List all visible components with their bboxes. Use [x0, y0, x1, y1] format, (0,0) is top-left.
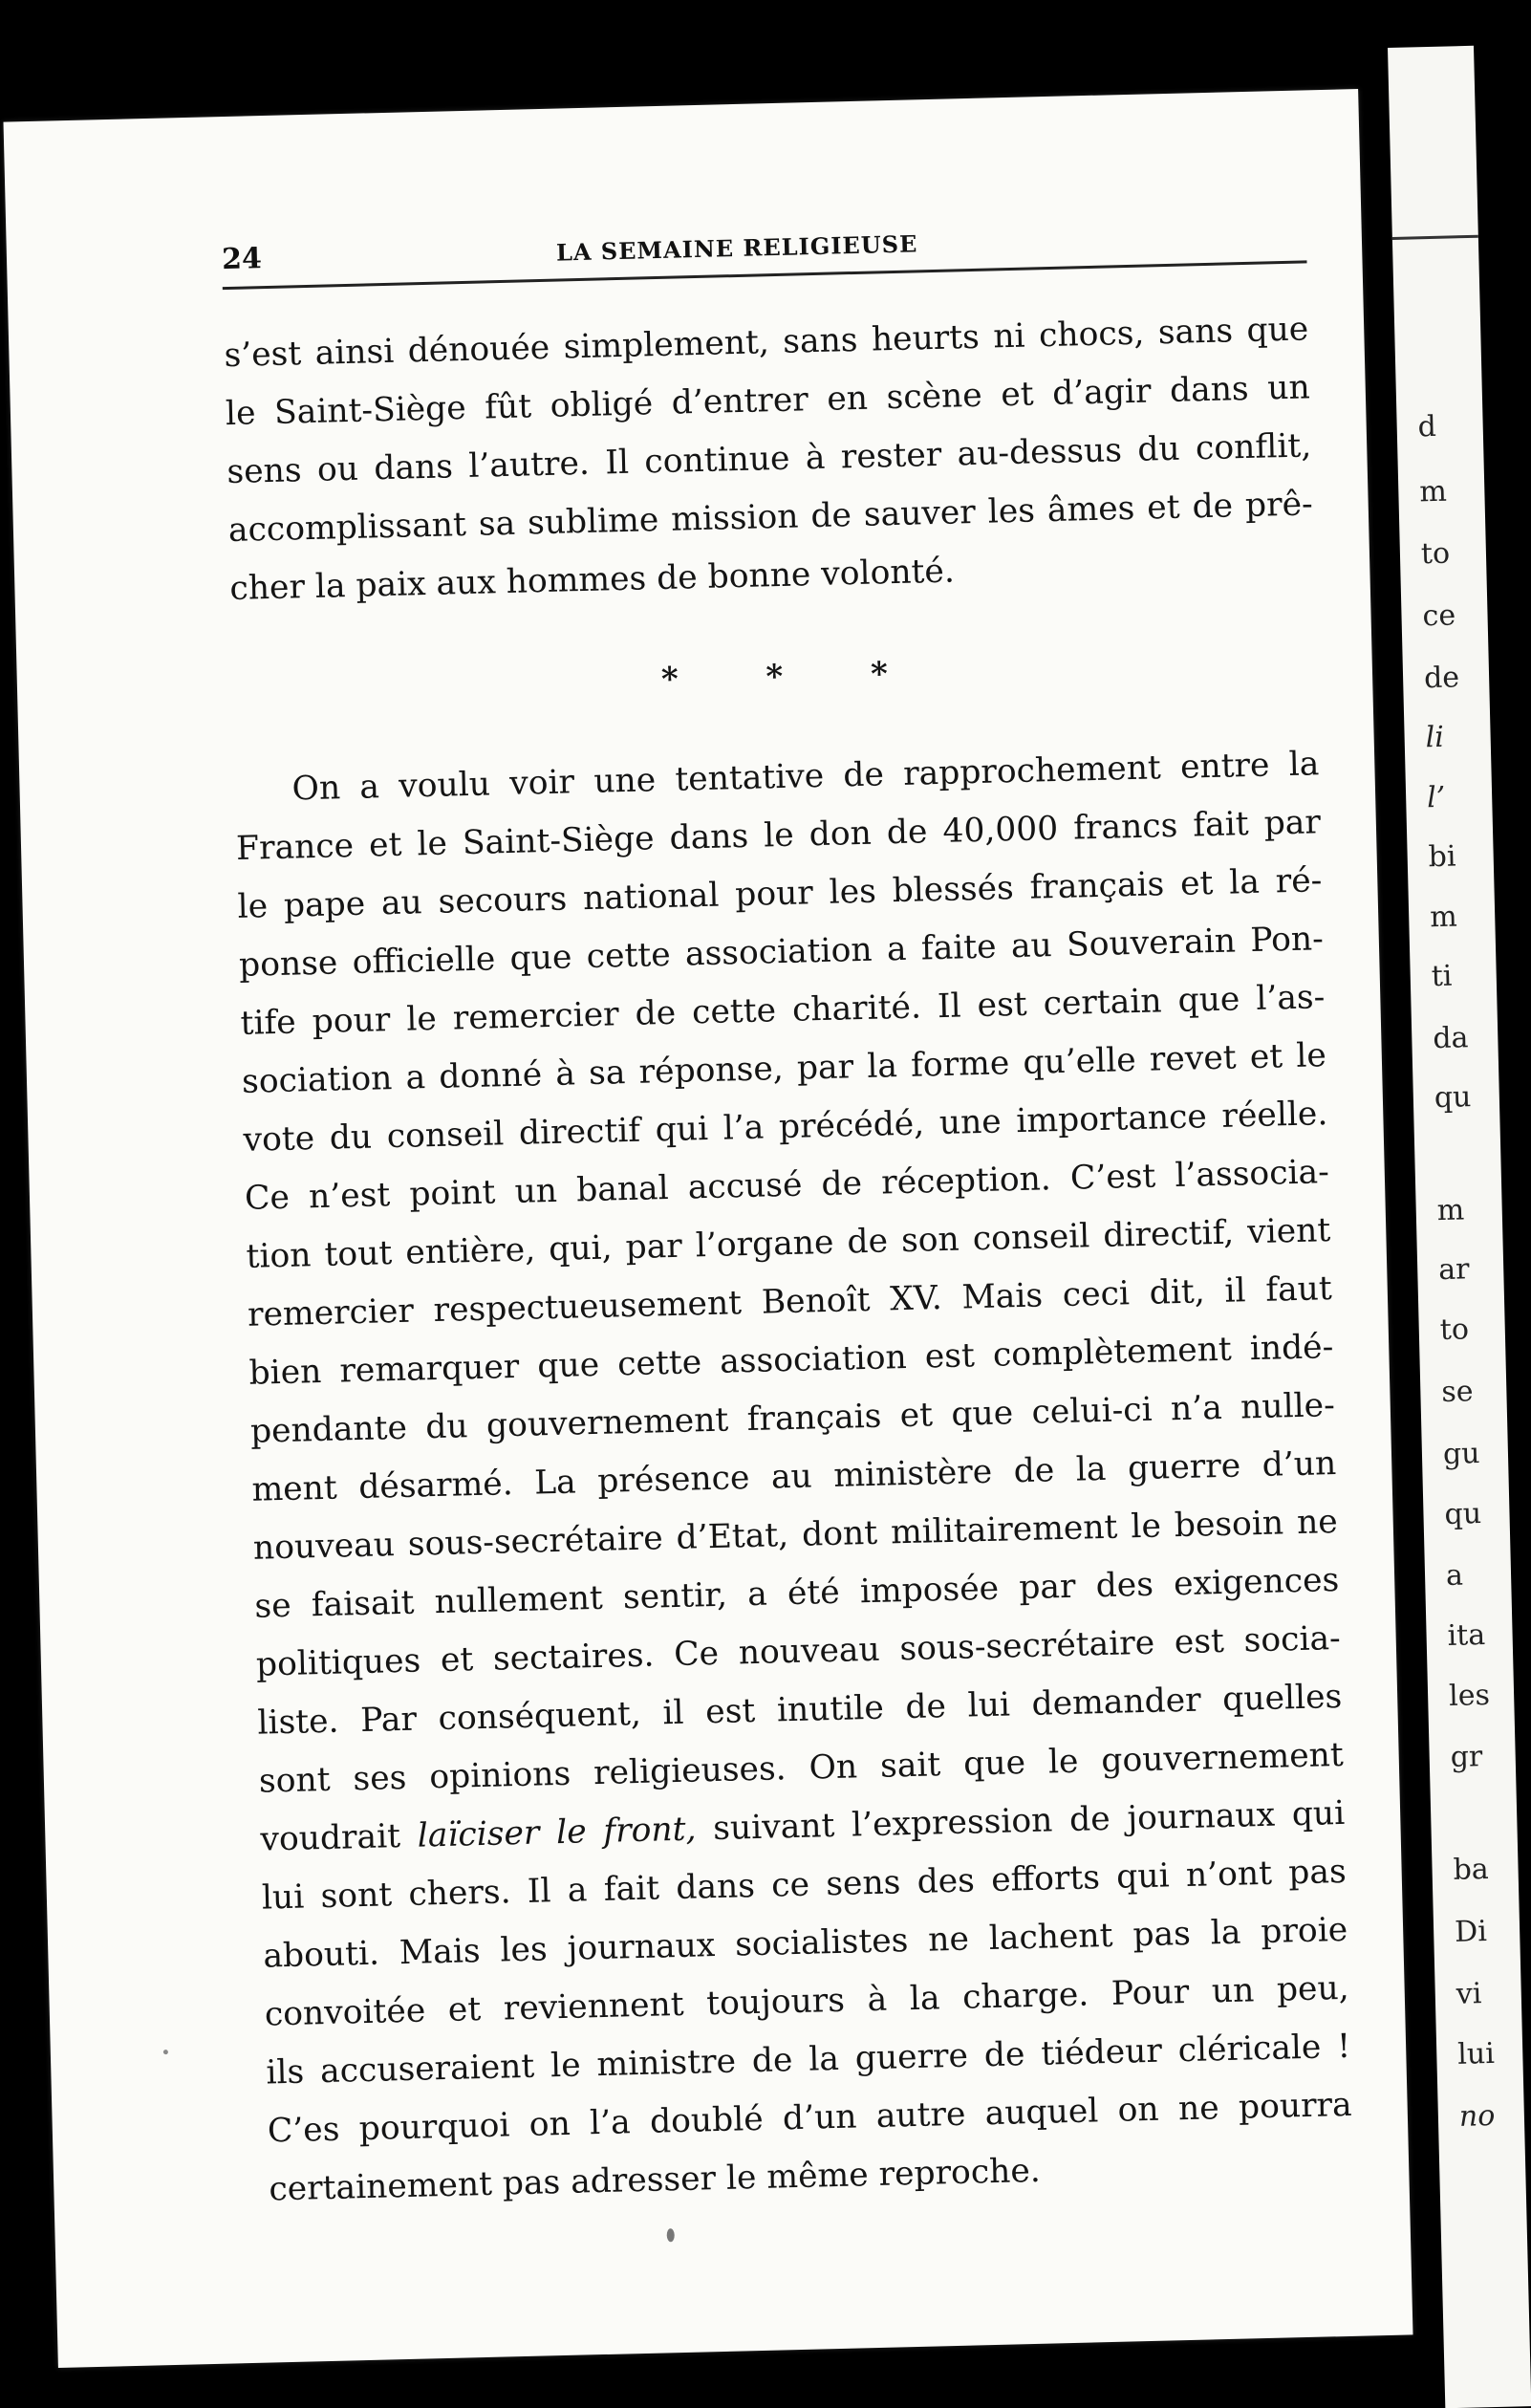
text-line: nouveau sous-secrétaire d’Etat, dont militairement le besoin ne: [252, 1503, 1339, 1568]
facing-page-fragment: ar: [1437, 1252, 1470, 1288]
text-line: accomplissant sa sublime mission de sauver les âmes et de prê-: [227, 485, 1314, 551]
facing-page-fragment: Di: [1454, 1915, 1488, 1949]
facing-page-fragment: qu: [1434, 1080, 1472, 1116]
text-line: Ce n’est point un banal accusé de réception. C’est l’associa-: [244, 1153, 1330, 1218]
facing-page-fragment: to: [1439, 1312, 1470, 1348]
facing-page-fragment: de: [1423, 661, 1460, 696]
text-fragment: suivant l’expression de journaux qui: [695, 1793, 1346, 1849]
text-line: vote du conseil directif qui l’a précédé, une importance réelle.: [243, 1095, 1328, 1160]
facing-page-fragment: ba: [1453, 1852, 1490, 1887]
facing-page-fragment: m: [1418, 474, 1448, 510]
text-line: C’es pourquoi on l’a doublé d’un autre auquel on ne pourra: [267, 2085, 1353, 2151]
text-line: sociation a donné à sa réponse, par la forme qu’elle revet et le: [241, 1036, 1327, 1101]
text-line: tion tout entière, qui, par l’organe de son conseil directif, vient: [246, 1211, 1331, 1276]
facing-page-fragment: ita: [1447, 1618, 1486, 1653]
text-line: le pape au secours national pour les blessés français et la ré-: [237, 861, 1323, 926]
facing-page-fragment: ce: [1422, 598, 1456, 634]
facing-page-fragment: m: [1436, 1193, 1465, 1228]
text-line: liste. Par conséquent, il est inutile de lui demander quelles: [257, 1677, 1343, 1743]
text-line: ils accuseraient le ministre de la guerre de tiédeur cléricale !: [265, 2027, 1351, 2093]
facing-page-fragment: d: [1417, 409, 1437, 445]
text-line: On a voulu voir une tentative de rapprochement entre la: [291, 745, 1320, 809]
facing-page-fragments: [1388, 46, 1496, 2134]
text-line: le Saint-Siège fût obligé d’entrer en scène et d’agir dans un: [225, 368, 1311, 434]
text-line: abouti. Mais les journaux socialistes ne lachent pas la proie: [262, 1910, 1348, 1976]
text-line: se faisait nullement sentir, a été imposée par des exigences: [254, 1560, 1340, 1626]
text-line: convoitée et reviennent toujours à la charge. Pour un peu,: [264, 1968, 1350, 2034]
facing-page-fragment: l’: [1426, 780, 1446, 815]
facing-page-fragment: no: [1458, 2098, 1496, 2134]
text-line: lui sont chers. Il a fait dans ce sens des efforts qui n’ont pas: [261, 1852, 1348, 1918]
facing-page-fragment: gr: [1450, 1740, 1483, 1774]
text-fragment: voudrait: [259, 1816, 419, 1859]
facing-page-fragment: ti: [1431, 959, 1453, 994]
facing-page-fragment: gu: [1442, 1437, 1480, 1472]
text-line: sens ou dans l’autre. Il continue à rester au-dessus du conflit,: [226, 426, 1312, 492]
page-header: [221, 203, 1306, 290]
facing-page-fragment: da: [1432, 1021, 1469, 1056]
text-line: cher la paix aux hommes de bonne volonté.: [229, 552, 956, 609]
facing-page-fragment: qu: [1444, 1497, 1482, 1531]
facing-page-fragment: li: [1425, 720, 1445, 755]
section-separator: * * *: [660, 654, 927, 700]
text-line: politiques et sectaires. Ce nouveau sous-secrétaire est socia-: [255, 1618, 1342, 1684]
text-line: pendante du gouvernement français et que celui-ci n’a nulle-: [249, 1386, 1336, 1451]
facing-page-rule: [1392, 235, 1478, 240]
paragraph-2: [234, 735, 1354, 2219]
running-head: LA SEMAINE RELIGIEUSE: [555, 229, 918, 267]
text-line: France et le Saint-Siège dans le don de 40,000 francs fait par: [235, 803, 1322, 868]
facing-page-fragment: m: [1429, 900, 1458, 935]
facing-page-fragment: lui: [1456, 2036, 1496, 2072]
body-text: [224, 300, 1354, 2219]
facing-page-fragment: a: [1445, 1558, 1464, 1593]
text-line: tife pour le remercier de cette charité. Il est certain que l’as-: [240, 978, 1326, 1043]
scan-speck: [163, 2050, 168, 2054]
facing-page-fragment: les: [1448, 1678, 1491, 1713]
text-line: ponse officielle que cette association a faite au Souverain Pon-: [238, 920, 1325, 985]
text-line: ment désarmé. La présence au ministère de la guerre d’un: [251, 1444, 1337, 1509]
facing-page-strip: [1388, 46, 1531, 2408]
scanned-page: [4, 89, 1413, 2368]
facing-page-fragment: se: [1440, 1375, 1474, 1410]
paragraph-1: [224, 300, 1315, 618]
text-line: sont ses opinions religieuses. On sait que le gouvernement: [258, 1735, 1345, 1801]
facing-page-fragment: vi: [1456, 1977, 1482, 2011]
page-number: 24: [221, 242, 263, 277]
text-line: s’est ainsi dénouée simplement, sans heurts ni chocs, sans que: [224, 310, 1309, 376]
text-line: certainement pas adresser le même reproche.: [268, 2151, 1042, 2209]
scan-speck: [667, 2228, 675, 2242]
facing-page-fragment: to: [1420, 536, 1451, 572]
text-line: remercier respectueusement Benoît XV. Mais ceci dit, il faut: [247, 1269, 1333, 1334]
text-line: bien remarquer que cette association est complètement indé-: [248, 1328, 1334, 1393]
facing-page-fragment: bi: [1428, 839, 1456, 875]
italic-phrase: laïciser le front,: [417, 1810, 697, 1855]
